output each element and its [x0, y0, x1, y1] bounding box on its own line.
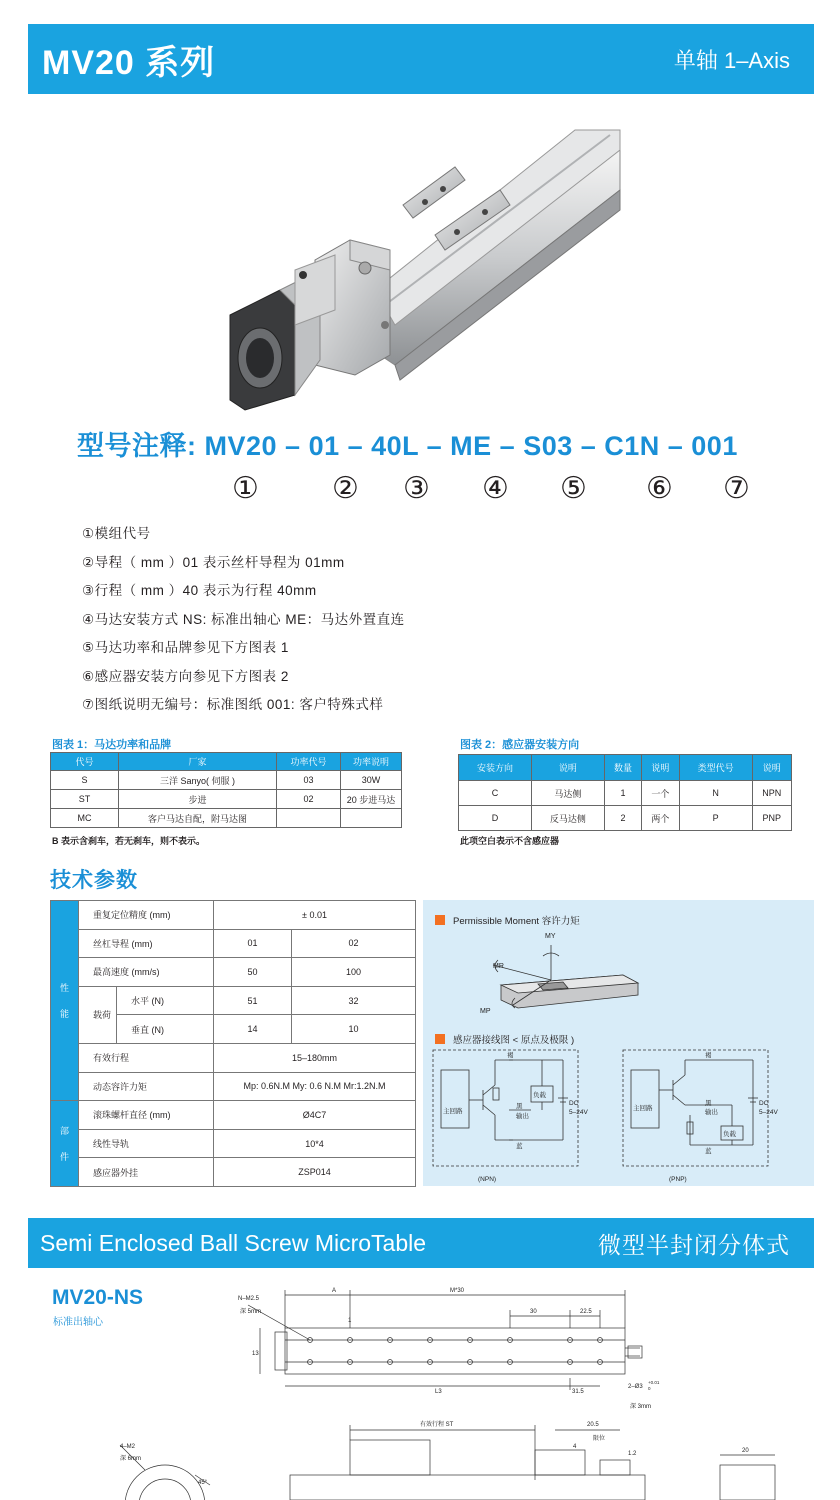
model-prefix: 型号注释:	[77, 431, 197, 461]
npn-dc: DC	[569, 1100, 579, 1107]
spec-label: 丝杠导程 (mm)	[79, 929, 214, 958]
table-cell: 一个	[642, 781, 679, 806]
section-banner	[28, 1218, 814, 1268]
diagram-graphics	[423, 900, 814, 1186]
dim-22-5: 22.5	[580, 1309, 592, 1315]
table-row	[51, 901, 416, 930]
pnp-brown: 褐	[705, 1052, 712, 1059]
npn-main-label: 主回路	[443, 1108, 463, 1115]
header-banner	[28, 24, 814, 94]
table-cell: 客户马达自配，附马达图	[119, 809, 277, 828]
table-cell: 步进	[119, 790, 277, 809]
spec-value: ZSP014	[214, 1158, 416, 1187]
dim-a: A	[332, 1288, 337, 1294]
pnp-volt: 5–24V	[759, 1109, 778, 1116]
dim-m2: 4–M2	[120, 1444, 136, 1450]
spec-value: 10	[292, 1015, 416, 1044]
pnp-load: 负载	[723, 1131, 736, 1138]
note-item: ⑦图纸说明无编号：标准图纸 001: 客户特殊式样	[82, 697, 384, 712]
dim-st: 有效行程 ST	[420, 1422, 454, 1428]
table-header: 说明	[642, 755, 679, 781]
table-row	[51, 929, 416, 958]
model-code-line	[77, 424, 738, 463]
model-notes	[82, 524, 405, 724]
table-cell: 20 步进马达	[341, 790, 402, 809]
table-row	[51, 1043, 416, 1072]
spec-table	[50, 900, 416, 1187]
table-header: 安装方向	[459, 755, 532, 781]
model-ns-title: MV20-NS	[52, 1286, 144, 1309]
wiring-title: 感应器接线图 < 原点及极限 )	[453, 1035, 575, 1046]
model-ns-subtitle: 标准出轴心	[53, 1317, 103, 1328]
section-title-cn: 微型半封闭分体式	[598, 1231, 790, 1258]
pnp-output: 输出	[705, 1109, 718, 1116]
table2-caption: 图表 2：感应器安装方向	[460, 739, 580, 751]
note-item: ④马达安装方式 NS: 标准出轴心 ME：马达外置直连	[82, 611, 405, 627]
tech-title: 技术参数	[50, 869, 138, 892]
marker-6: ⑥	[646, 471, 673, 506]
table-header: 厂家	[119, 753, 277, 771]
dim-31-5: 31.5	[572, 1389, 584, 1395]
dim-deep5: 深 5mm	[240, 1309, 262, 1315]
spec-label: 最高速度 (mm/s)	[79, 958, 214, 987]
spec-label: 有效行程	[79, 1043, 214, 1072]
note-item: ③行程（ mm ）40 表示为行程 40mm	[82, 583, 317, 598]
pnp-main-label: 主回路	[633, 1105, 653, 1112]
dim-4: 4	[573, 1444, 577, 1450]
table-row	[459, 806, 792, 831]
spec-value: 02	[292, 929, 416, 958]
dim-n-m25: N–M2.5	[238, 1296, 260, 1302]
marker-2: ②	[332, 471, 359, 506]
spec-value: 50	[214, 958, 292, 987]
model-markers	[0, 471, 840, 507]
note-item: ⑥感应器安装方向参见下方图表 2	[82, 668, 289, 684]
table1-note: B 表示含刹车，若无刹车，则不表示。	[52, 836, 206, 846]
marker-7: ⑦	[723, 471, 750, 506]
spec-value: ± 0.01	[214, 901, 416, 930]
my-label: MY	[545, 933, 556, 940]
table1-caption: 图表 1：马达功率和品牌	[52, 739, 172, 751]
table-row	[51, 986, 416, 1015]
dim-deep6: 深 6mm	[120, 1456, 142, 1462]
sensor-table	[458, 754, 792, 831]
moment-sketch	[493, 945, 638, 1008]
marker-1: ①	[232, 471, 259, 506]
marker-4: ④	[482, 471, 509, 506]
technical-drawing	[100, 1280, 820, 1500]
dim-tol: +0.01	[648, 1380, 660, 1385]
spec-value: 01	[214, 929, 292, 958]
table-header: 数量	[604, 755, 641, 781]
table-cell: PNP	[752, 806, 791, 831]
npn-brown: 褐	[507, 1052, 514, 1059]
table-cell: N	[679, 781, 752, 806]
table-cell: 2	[604, 806, 641, 831]
spec-label: 水平 (N)	[117, 986, 214, 1015]
dim-hole: 2–Ø3	[628, 1384, 643, 1390]
table-header: 功率说明	[341, 753, 402, 771]
table-row	[459, 781, 792, 806]
note-item: ①模组代号	[82, 526, 151, 541]
table-cell: C	[459, 781, 532, 806]
table-cell: 三洋 Sanyo( 伺服 )	[119, 771, 277, 790]
spec-value: 51	[214, 986, 292, 1015]
note-item: ⑤马达功率和品牌参见下方图表 1	[82, 640, 289, 655]
spec-value: 10*4	[214, 1129, 416, 1158]
table-header: 说明	[752, 755, 791, 781]
table-header: 代号	[51, 753, 119, 771]
spec-label: 动态容许力矩	[79, 1072, 214, 1101]
table-cell: NPN	[752, 781, 791, 806]
diagram-panel	[423, 900, 814, 1186]
npn-circuit	[441, 1060, 568, 1140]
table-cell: MC	[51, 809, 119, 828]
table-row	[51, 958, 416, 987]
table-cell: 1	[604, 781, 641, 806]
motor-table	[50, 752, 402, 828]
table-header: 功率代号	[277, 753, 341, 771]
npn-output: 输出	[516, 1113, 529, 1120]
dim-13: 13	[252, 1351, 259, 1357]
table-cell: P	[679, 806, 752, 831]
spec-group-performance: 性 能	[51, 901, 79, 1101]
mp-label: MP	[480, 1008, 491, 1015]
spec-value: 14	[214, 1015, 292, 1044]
spec-label: 重复定位精度 (mm)	[79, 901, 214, 930]
table-cell	[277, 809, 341, 828]
spec-label: 线性导轨	[79, 1129, 214, 1158]
table-cell: 反马达侧	[531, 806, 604, 831]
table-cell: 马达侧	[531, 781, 604, 806]
mr-label: MR	[493, 963, 504, 970]
npn-volt: 5–24V	[569, 1109, 588, 1116]
spec-value: 15–180mm	[214, 1043, 416, 1072]
marker-5: ⑤	[560, 471, 587, 506]
spec-group-parts: 部 件	[51, 1101, 79, 1187]
spec-label: 滚珠螺杆直径 (mm)	[79, 1101, 214, 1130]
table-row	[51, 1158, 416, 1187]
table-cell: 02	[277, 790, 341, 809]
pnp-dc: DC	[759, 1100, 769, 1107]
dim-stop: 限位	[593, 1436, 606, 1442]
page-title: MV20 系列	[42, 43, 216, 82]
dim-1: 1	[348, 1318, 352, 1324]
pnp-black: 黑	[705, 1100, 712, 1107]
npn-black: 黑	[516, 1103, 523, 1110]
spec-value: 32	[292, 986, 416, 1015]
pnp-circuit	[631, 1060, 758, 1145]
table2-note: 此项空白表示不含感应器	[460, 836, 560, 846]
table-cell: 03	[277, 771, 341, 790]
table-header: 说明	[531, 755, 604, 781]
model-code: MV20 – 01 – 40L – ME – S03 – C1N – 001	[204, 431, 738, 461]
dim-20-5: 20.5	[587, 1422, 599, 1428]
table-row	[51, 771, 402, 790]
spec-label: 载荷	[79, 986, 117, 1043]
dim-45: 45°	[198, 1480, 208, 1486]
dim-30: 30	[530, 1309, 537, 1315]
moment-title: Permissible Moment 容许力矩	[453, 916, 580, 927]
dim-m30: M*30	[450, 1288, 465, 1294]
npn-blue: 蓝	[516, 1143, 523, 1150]
table-cell: S	[51, 771, 119, 790]
spec-label: 垂直 (N)	[117, 1015, 214, 1044]
table-cell: ST	[51, 790, 119, 809]
table-cell: D	[459, 806, 532, 831]
spec-value: Ø4C7	[214, 1101, 416, 1130]
table-row	[51, 809, 402, 828]
dim-20: 20	[742, 1448, 749, 1454]
product-image	[225, 110, 635, 415]
dim-1-2: 1.2	[628, 1451, 637, 1457]
table-header: 类型代号	[679, 755, 752, 781]
table-row	[51, 1072, 416, 1101]
spec-label: 感应器外挂	[79, 1158, 214, 1187]
table-cell: 30W	[341, 771, 402, 790]
table-row	[51, 1101, 416, 1130]
dim-l3: L3	[435, 1389, 442, 1395]
spec-value: Mp: 0.6N.M My: 0.6 N.M Mr:1.2N.M	[214, 1072, 416, 1101]
page-subtitle: 单轴 1–Axis	[673, 47, 790, 73]
table-cell: 两个	[642, 806, 679, 831]
pnp-blue: 蓝	[705, 1148, 712, 1155]
table-row	[51, 1129, 416, 1158]
npn-load: 负载	[533, 1092, 546, 1099]
npn-caption: (NPN)	[478, 1176, 497, 1183]
marker-3: ③	[403, 471, 430, 506]
note-item: ②导程（ mm ）01 表示丝杆导程为 01mm	[82, 554, 345, 570]
dim-deep3: 深 3mm	[630, 1404, 652, 1410]
table-row	[51, 790, 402, 809]
table-cell	[341, 809, 402, 828]
spec-value: 100	[292, 958, 416, 987]
section-title-en: Semi Enclosed Ball Screw MicroTable	[40, 1229, 427, 1256]
dim-tol2: 0	[648, 1386, 651, 1391]
pnp-caption: (PNP)	[669, 1176, 687, 1183]
